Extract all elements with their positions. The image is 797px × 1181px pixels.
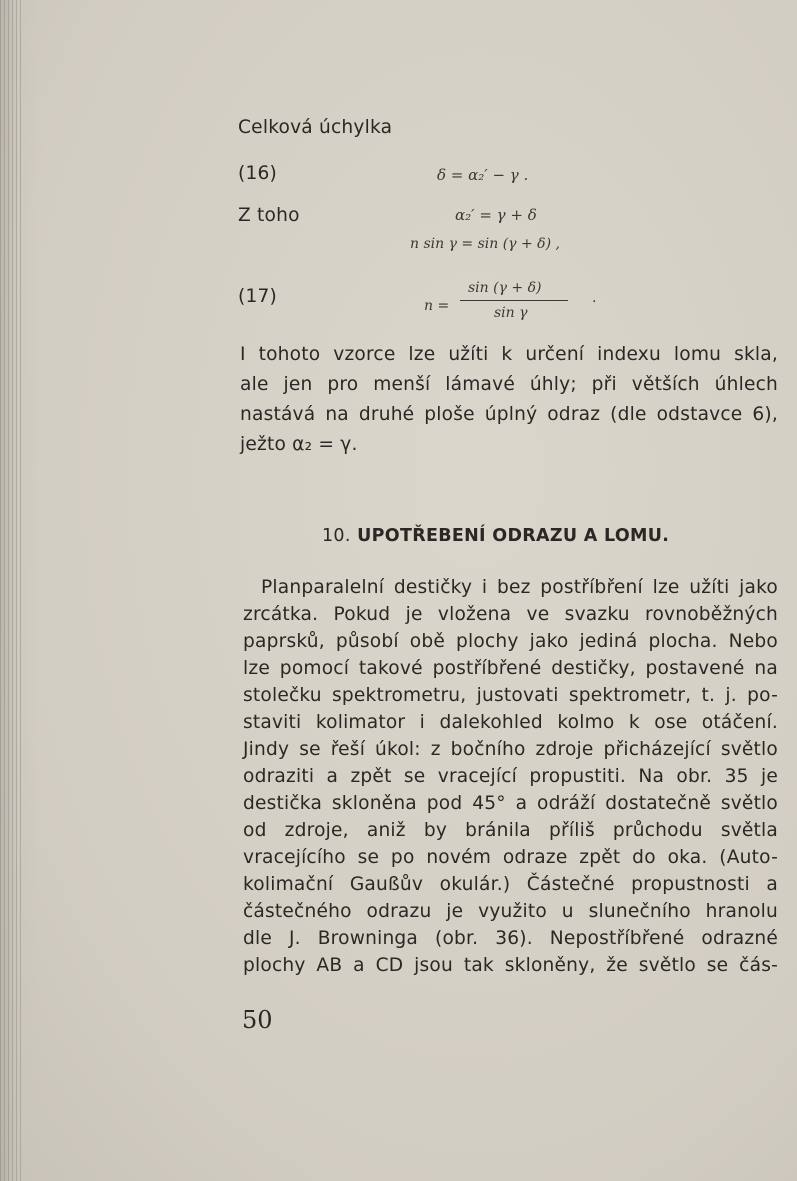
equation-alpha-line: α₂′ = γ + δ (455, 206, 537, 224)
equation-17-label: (17) (238, 286, 277, 307)
paragraph1-line: nastává na druhé ploše úplný odraz (dle odstavce 6), (240, 404, 778, 425)
paragraph1-line: ale jen pro menší lámavé úhly; při větších úhlech (240, 374, 778, 395)
equation-16-label: (16) (238, 163, 277, 184)
paragraph2-line: staviti kolimator i dalekohled kolmo k ose otáčení. (243, 712, 778, 733)
page-edge-stack (0, 0, 22, 1181)
page-number: 50 (242, 1006, 273, 1034)
section-number: 10. (322, 526, 351, 546)
paragraph2-line: od zdroje, aniž by bránila příliš průchodu světla (243, 820, 778, 841)
paragraph2-line: plochy AB a CD jsou tak skloněny, že světlo se čás- (243, 955, 778, 976)
fraction-bar (460, 300, 568, 301)
paragraph2-line: destička skloněna pod 45° a odráží dostatečně světlo (243, 793, 778, 814)
paragraph2-line: lze pomocí takové postříbřené destičky, postavené na (243, 658, 778, 679)
paragraph2-line: vracejícího se po novém odraze zpět do oka. (Auto- (243, 847, 778, 868)
from-that-label: Z toho (238, 205, 300, 226)
equation-17-numerator: sin (γ + δ) (468, 280, 542, 296)
equation-16-formula: δ = α₂′ − γ . (437, 166, 529, 184)
paragraph1-line: ježto α₂ = γ. (240, 434, 358, 455)
equation-17-lhs: n = (424, 298, 450, 314)
paragraph1-line: I tohoto vzorce lze užíti k určení indexu lomu skla, (240, 344, 778, 365)
equation-17-denominator: sin γ (494, 305, 528, 321)
paragraph2-line: Planparalelní destičky i bez postříbření lze užíti jako (261, 577, 778, 598)
section-title: UPOTŘEBENÍ ODRAZU A LOMU. (357, 526, 670, 546)
paragraph2-line: částečného odrazu je využito u slunečního hranolu (243, 901, 778, 922)
paragraph2-line: zrcátka. Pokud je vložena ve svazku rovnoběžných (243, 604, 778, 625)
equation-snell-line: n sin γ = sin (γ + δ) , (410, 236, 560, 252)
paragraph2-line: Jindy se řeší úkol: z bočního zdroje přicházející světlo (243, 739, 778, 760)
equation-17-period: . (592, 290, 597, 306)
section-heading (322, 526, 669, 546)
paragraph2-line: stolečku spektrometru, justovati spektrometr, t. j. po- (243, 685, 778, 706)
paragraph2-line: dle J. Browninga (obr. 36). Nepostříbřené odrazné (243, 928, 778, 949)
caption-total-deviation: Celková úchylka (238, 117, 393, 138)
paragraph2-line: odraziti a zpět se vracející propustiti. Na obr. 35 je (243, 766, 778, 787)
paragraph2-line: paprsků, působí obě plochy jako jediná plocha. Nebo (243, 631, 778, 652)
paragraph2-line: kolimační Gaußův okulár.) Částečné propustnosti a (243, 874, 778, 895)
